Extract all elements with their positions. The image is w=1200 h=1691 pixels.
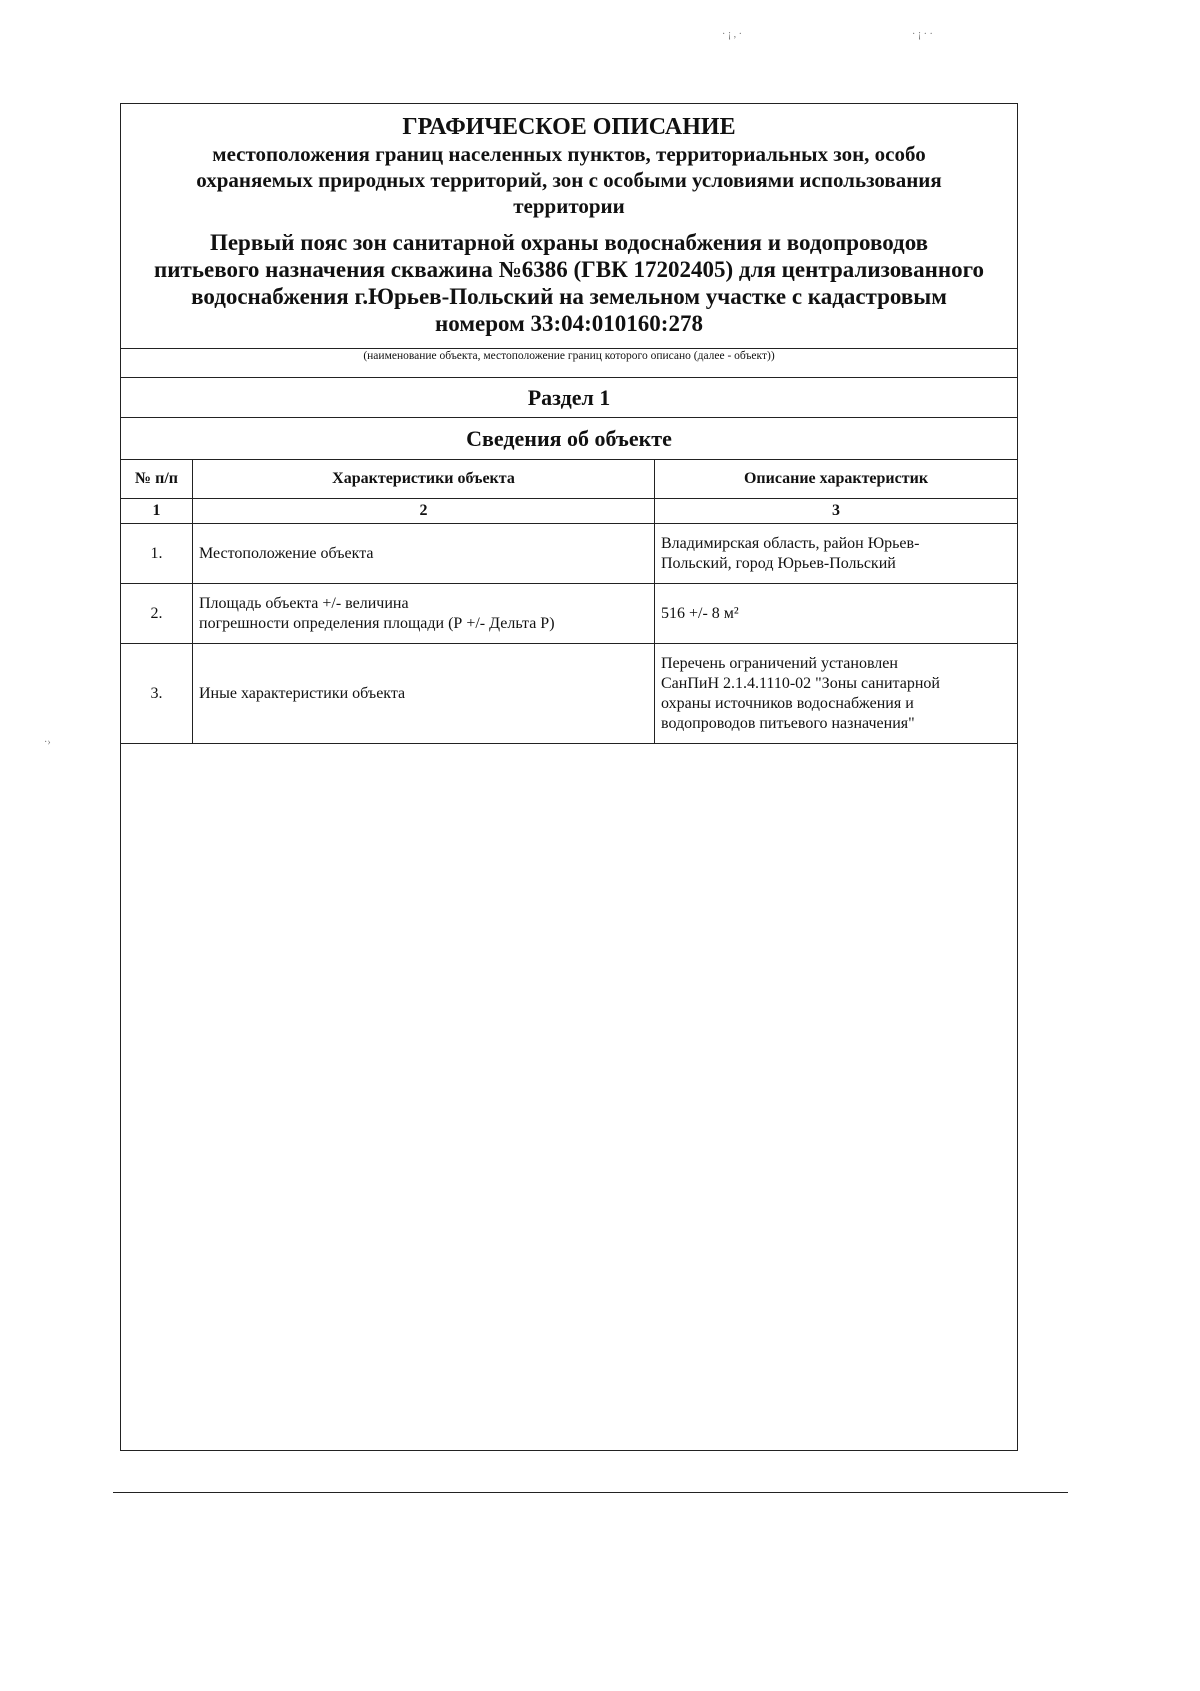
object-name-line: питьевого назначения скважина №6386 (ГВК 17202405) для централизованного xyxy=(154,257,984,282)
column-number-row xyxy=(121,499,1018,524)
subtitle-line: территории xyxy=(513,194,625,218)
table-row xyxy=(121,584,1018,644)
row-index: 3. xyxy=(121,644,193,744)
column-number: 2 xyxy=(193,499,655,524)
column-number: 1 xyxy=(121,499,193,524)
object-name xyxy=(120,229,1018,337)
section-title: Раздел 1 xyxy=(120,378,1018,418)
row-description xyxy=(655,584,1018,644)
characteristic-line: погрешности определения площади (Р +/- Дельта Р) xyxy=(199,614,555,632)
description-line: Польский, город Юрьев-Польский xyxy=(661,554,896,572)
caption-row xyxy=(120,349,1018,378)
scan-speck: · ¡ , · xyxy=(722,29,742,40)
object-name-line: водоснабжения г.Юрьев-Польский на земельном участке с кадастровым xyxy=(191,284,947,309)
description-line: Владимирская область, район Юрьев- xyxy=(661,534,920,552)
section-subtitle: Сведения об объекте xyxy=(466,426,672,451)
document-title: ГРАФИЧЕСКОЕ ОПИСАНИЕ xyxy=(402,114,736,140)
footer-divider xyxy=(113,1492,1068,1493)
row-description xyxy=(655,524,1018,584)
row-description xyxy=(655,644,1018,744)
scan-speck: · ¡ · · xyxy=(912,29,933,40)
description-line: Перечень ограничений установлен xyxy=(661,654,898,672)
characteristic-line: Иные характеристики объекта xyxy=(199,684,406,702)
description-line: СанПиН 2.1.4.1110-02 "Зоны санитарной xyxy=(661,674,940,692)
characteristic-line: Местоположение объекта xyxy=(199,544,374,562)
object-name-line: Первый пояс зон санитарной охраны водоснабжения и водопроводов xyxy=(209,230,929,255)
column-number: 3 xyxy=(655,499,1018,524)
description-line: охраны источников водоснабжения и xyxy=(661,694,914,712)
object-info-table xyxy=(120,459,1018,744)
row-characteristic xyxy=(193,644,655,744)
header-number: № п/п xyxy=(121,460,193,499)
table-row xyxy=(121,524,1018,584)
row-index: 2. xyxy=(121,584,193,644)
title-block xyxy=(120,103,1018,349)
object-name-line: номером 33:04:010160:278 xyxy=(435,311,703,336)
table-row xyxy=(121,644,1018,744)
subtitle-line: охраняемых природных территорий, зон с особыми условиями использования xyxy=(196,168,942,192)
description-line: 516 +/- 8 м² xyxy=(661,604,739,622)
document-subtitle xyxy=(120,141,1018,219)
row-characteristic xyxy=(193,524,655,584)
scan-speck: ·› xyxy=(44,737,51,748)
object-caption: (наименование объекта, местоположение границ которого описано (далее - объект)) xyxy=(363,350,775,362)
characteristic-line: Площадь объекта +/- величина xyxy=(199,594,409,612)
header-description: Описание характеристик xyxy=(655,460,1018,499)
header-characteristic: Характеристики объекта xyxy=(193,460,655,499)
table-header-row xyxy=(121,460,1018,499)
row-index: 1. xyxy=(121,524,193,584)
subtitle-line: местоположения границ населенных пунктов, территориальных зон, особо xyxy=(212,142,926,166)
description-line: водопроводов питьевого назначения" xyxy=(661,714,915,732)
row-characteristic xyxy=(193,584,655,644)
